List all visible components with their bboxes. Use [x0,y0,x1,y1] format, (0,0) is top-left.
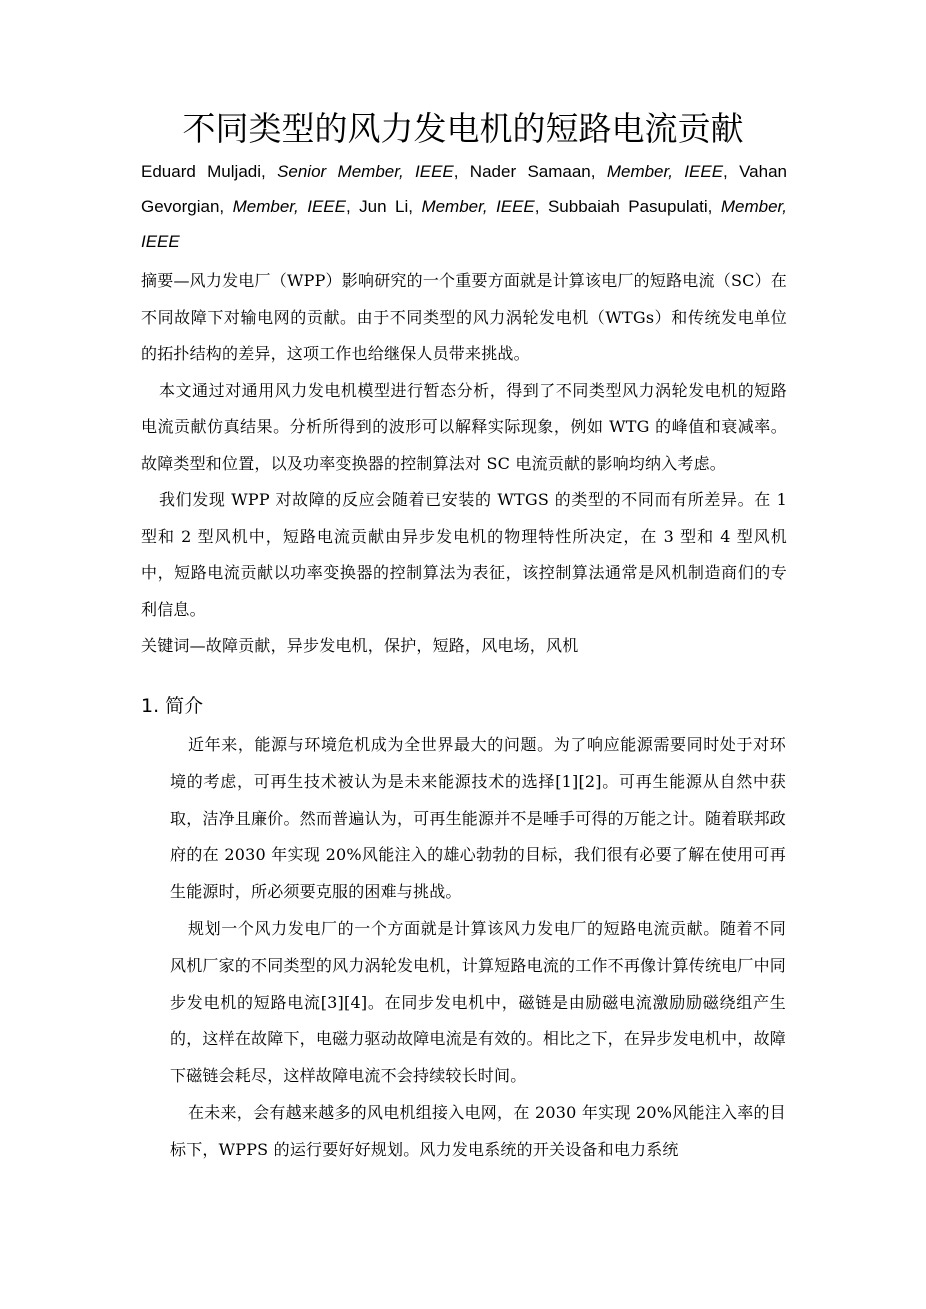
keywords-text: —故障贡献，异步发电机，保护，短路，风电场，风机 [189,636,579,655]
author-name: , Subbaiah Pasupulati, [534,197,721,216]
body-paragraph: 近年来，能源与环境危机成为全世界最大的问题。为了响应能源需要同时处于对环境的考虑，可再生技术被认为是未来能源技术的选择[1][2]。可再生能源从自然中获取，洁净且廉价。然而普遍认为，可再生能源并不是唾手可得的万能之计。随着联邦政府的在 2030 年实现 20%风能注入的雄心勃勃的目标，我们很有必要了解在使用可再生能源时，所必须要克服的困难与挑战。 [170,735,786,902]
author-affiliation: Member, IEEE [421,197,535,216]
keywords-paragraph [141,628,787,665]
abstract-paragraph: 我们发现 WPP 对故障的反应会随着已安装的 WTGS 的类型的不同而有所差异。在 1 型和 2 型风机中，短路电流贡献由异步发电机的物理特性所决定，在 3 型和 4 型风机中，短路电流贡献以功率变换器的控制算法为表征，该控制算法通常是风机制造商们的专利信息。 [141,490,787,619]
paper-title: 不同类型的风力发电机的短路电流贡献 [182,109,744,148]
author-name: Eduard Muljadi, [141,162,278,181]
author-name: , Nader Samaan, [453,162,607,181]
author-list [141,154,787,259]
body-paragraph: 在未来，会有越来越多的风电机组接入电网，在 2030 年实现 20%风能注入率的目标下，WPPS 的运行要好好规划。风力发电系统的开关设备和电力系统 [170,1102,786,1159]
abstract-label: 摘要 [141,271,174,290]
author-affiliation: Member, IEEE [232,197,346,216]
author-affiliation: Member, IEEE [141,197,787,251]
author-name: , Vahan Gevorgian, [141,162,787,216]
author-affiliation: Senior Member, IEEE [277,162,454,181]
abstract-paragraph [141,263,787,373]
section-heading: 1. 简介 [141,695,204,717]
keywords-label: 关键词 [141,636,190,655]
introduction-section [170,727,786,1169]
abstract-section [141,263,787,665]
author-affiliation: Member, IEEE [606,162,724,181]
abstract-paragraph: 本文通过对通用风力发电机模型进行暂态分析，得到了不同类型风力涡轮发电机的短路电流贡献仿真结果。分析所得到的波形可以解释实际现象，例如 WTG 的峰值和衰减率。故障类型和位置，以及功率变换器的控制算法对 SC 电流贡献的影响均纳入考虑。 [141,380,787,473]
body-paragraph: 规划一个风力发电厂的一个方面就是计算该风力发电厂的短路电流贡献。随着不同风机厂家的不同类型的风力涡轮发电机，计算短路电流的工作不再像计算传统电厂中同步发电机的短路电流[3][4]。在同步发电机中，磁链是由励磁电流激励励磁绕组产生的，这样在故障下，电磁力驱动故障电流是有效的。相比之下，在异步发电机中，故障下磁链会耗尽，这样故障电流不会持续较长时间。 [170,918,786,1086]
author-name: , Jun Li, [345,197,422,216]
abstract-text: —风力发电厂（WPP）影响研究的一个重要方面就是计算该电厂的短路电流（SC）在不同故障下对输电网的贡献。由于不同类型的风力涡轮发电机（WTGs）和传统发电单位的拓扑结构的差异，这项工作也给继保人员带来挑战。 [141,271,787,363]
